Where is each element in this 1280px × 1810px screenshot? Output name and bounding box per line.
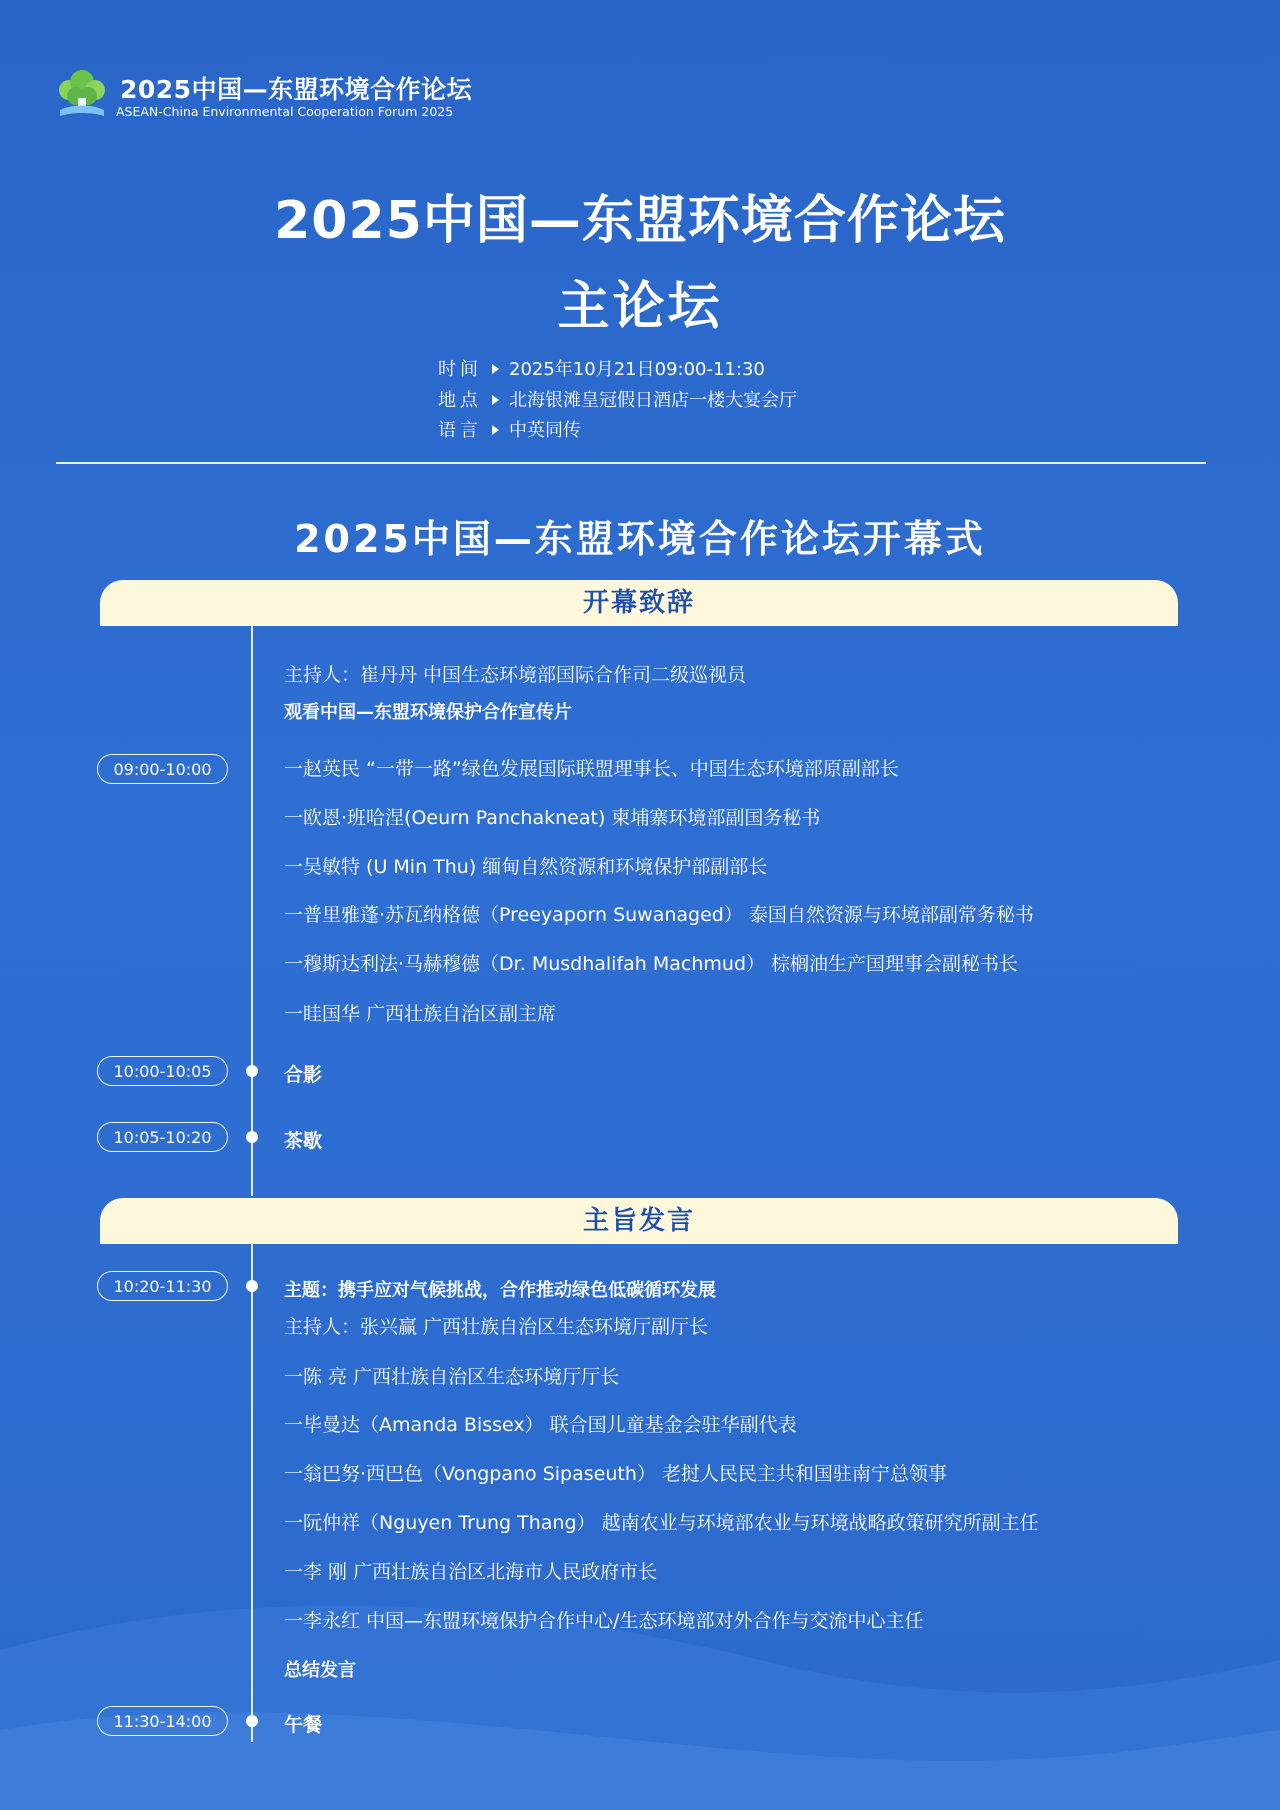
speaker-item: 一普里雅蓬·苏瓦纳格德（Preeyaporn Suwanaged） 泰国自然资源与环境部副常务秘书 (284, 904, 1034, 926)
forum-logo-icon (54, 68, 110, 120)
speaker-item: 一吴敏特 (U Min Thu) 缅甸自然资源和环境保护部副部长 (284, 856, 768, 878)
timeline-line (251, 626, 253, 1196)
timeline-dot (246, 1131, 258, 1143)
photo-item: 合影 (284, 1064, 323, 1086)
timeline-dot (246, 1065, 258, 1077)
keynote-host: 主持人：张兴赢 广西壮族自治区生态环境厅副厅长 (284, 1316, 709, 1338)
info-value: 北海银滩皇冠假日酒店一楼大宴会厅 (509, 390, 797, 411)
logo-subtitle: ASEAN-China Environmental Cooperation Forum 2025 (116, 104, 454, 119)
tea-break-item: 茶歇 (284, 1130, 323, 1152)
speaker-item: 一李 刚 广西壮族自治区北海市人民政府市长 (284, 1561, 658, 1583)
divider (56, 462, 1206, 464)
info-language (438, 416, 581, 442)
opening-video: 观看中国—东盟环境保护合作宣传片 (284, 702, 572, 723)
opening-host: 主持人：崔丹丹 中国生态环境部国际合作司二级巡视员 (284, 664, 747, 686)
speaker-item: 一穆斯达利法·马赫穆德（Dr. Musdhalifah Machmud） 棕榈油生产国理事会副秘书长 (284, 953, 1019, 975)
info-value: 中英同传 (509, 420, 581, 441)
keynote-theme: 主题：携手应对气候挑战，合作推动绿色低碳循环发展 (284, 1280, 716, 1301)
timeline-line (251, 1244, 253, 1742)
speaker-item: 一翁巴努·西巴色（Vongpano Sipaseuth） 老挝人民民主共和国驻南宁总领事 (284, 1463, 947, 1485)
section-title: 2025中国—东盟环境合作论坛开幕式 (294, 517, 986, 561)
speaker-item: 一欧恩·班哈涅(Oeurn Panchakneat) 柬埔寨环境部副国务秘书 (284, 807, 821, 829)
page-title: 2025中国—东盟环境合作论坛 (274, 191, 1006, 251)
info-location (438, 386, 797, 412)
arrow-right-icon (492, 425, 499, 435)
logo-title: 2025中国—东盟环境合作论坛 (120, 75, 473, 104)
time-badge: 09:00-10:00 (97, 754, 228, 784)
time-badge: 10:05-10:20 (97, 1122, 228, 1152)
speaker-item: 一李永红 中国—东盟环境保护合作中心/生态环境部对外合作与交流中心主任 (284, 1610, 924, 1632)
time-badge: 11:30-14:00 (97, 1706, 228, 1736)
time-badge: 10:00-10:05 (97, 1056, 228, 1086)
summary-item: 总结发言 (284, 1660, 356, 1681)
speaker-item: 一阮仲祥（Nguyen Trung Thang） 越南农业与环境部农业与环境战略政策研究所副主任 (284, 1512, 1039, 1534)
speaker-item: 一陈 亮 广西壮族自治区生态环境厅厅长 (284, 1366, 620, 1388)
opening-banner: 开幕致辞 (100, 580, 1178, 626)
info-label: 语言 (438, 420, 482, 441)
timeline-dot (246, 1715, 258, 1727)
keynote-banner: 主旨发言 (100, 1198, 1178, 1244)
info-label: 时间 (438, 359, 482, 380)
arrow-right-icon (492, 395, 499, 405)
info-label: 地点 (438, 390, 482, 411)
speaker-item: 一毕曼达（Amanda Bissex） 联合国儿童基金会驻华副代表 (284, 1414, 797, 1436)
page-subtitle: 主论坛 (557, 277, 723, 337)
speaker-item: 一眭国华 广西壮族自治区副主席 (284, 1003, 557, 1025)
lunch-item: 午餐 (284, 1714, 323, 1736)
info-value: 2025年10月21日09:00-11:30 (509, 359, 765, 380)
arrow-right-icon (492, 364, 499, 374)
time-badge: 10:20-11:30 (97, 1271, 228, 1301)
timeline-dot (246, 1280, 258, 1292)
speaker-item: 一赵英民 “一带一路”绿色发展国际联盟理事长、中国生态环境部原副部长 (284, 758, 899, 780)
info-time (438, 355, 765, 381)
